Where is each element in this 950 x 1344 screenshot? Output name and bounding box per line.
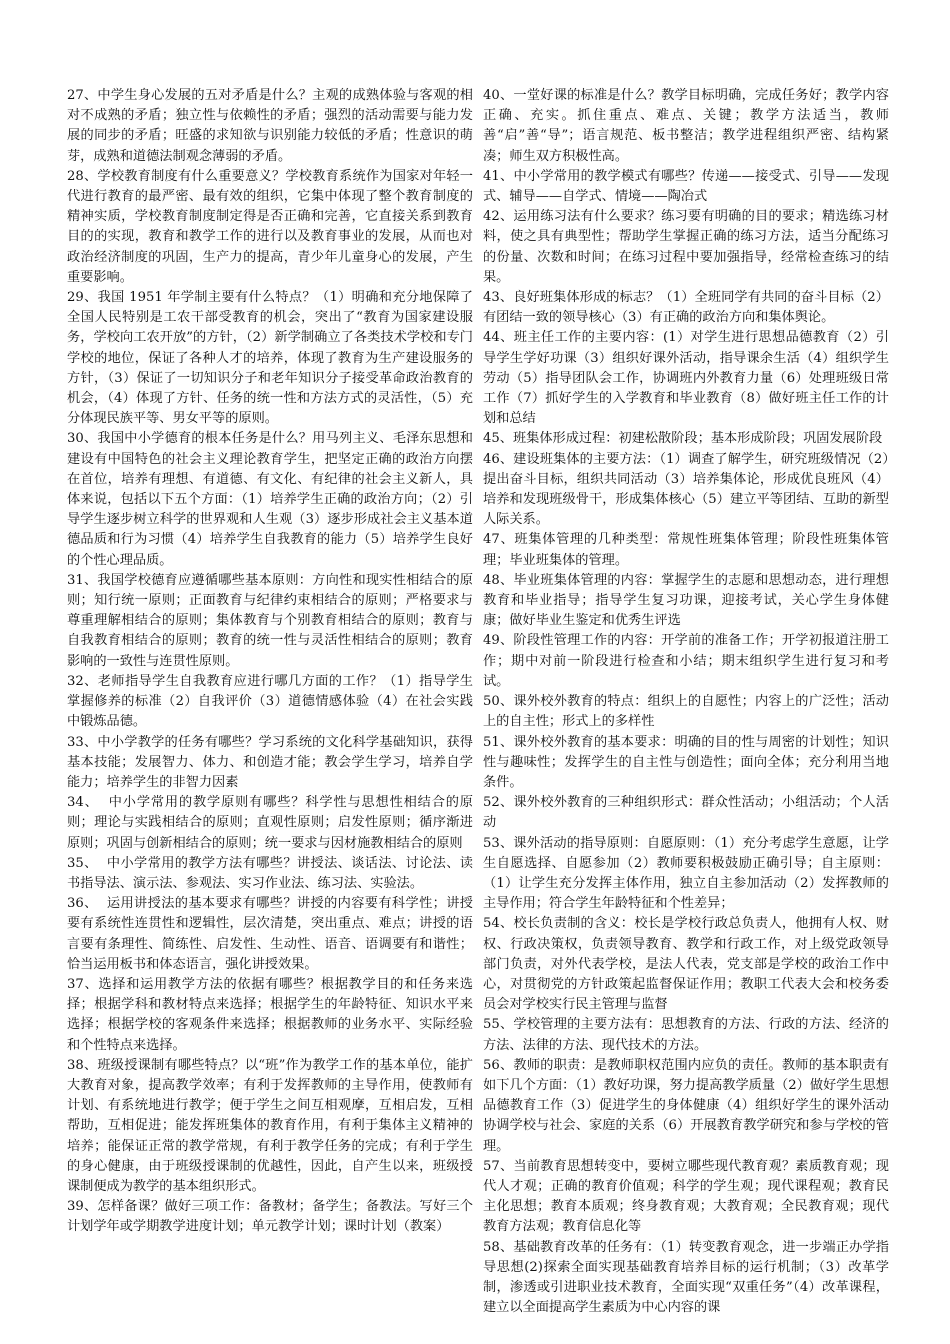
question-31: 31、我国学校德育应遵循哪些基本原则：方向性和现实性相结合的原则；知行统一原则；正面教育与纪律约束相结合的原则；严格要求与尊重理解相结合的原则；集体教育与个别教育相结合的原则；教育与自我教育相结合的原则；教育的统一性与灵活性相结合的原则；教育影响的一致性与连贯性原则。 (67, 572, 473, 669)
question-41: 41、中小学常用的教学模式有哪些？传递——接受式、引导——发现式、辅导——自学式、情境——陶冶式 (483, 168, 889, 205)
question-52: 52、课外校外教育的三种组织形式：群众性活动；小组活动；个人活动 (483, 795, 889, 831)
question-57: 57、当前教育思想转变中，要树立哪些现代教育观？素质教育观；现代人才观；正确的教育价值观；科学的学生观；现代课程观；教育民主化思想；教育本质观；终身教育观；大教育观；全民教育观；现代教育方法观；教育信息化等 (483, 1158, 889, 1235)
question-32: 32、老师指导学生自我教育应进行哪几方面的工作？（1）指导学生掌握修养的标准（2）自我评价（3）道德情感体验（4）在社会实践中锻炼品德。 (67, 673, 473, 730)
question-56: 56、教师的职责：是教师职权范围内应负的责任。教师的基本职责有如下几个方面：（1）教好功课，努力提高教学质量（2）做好学生思想品德教育工作（3）促进学生的身体健康（4）组织好学生的课外活动协调学校与社会、家庭的关系（6）开展教育教学研究和参与学校的管理。 (483, 1057, 889, 1154)
question-43: 43、良好班集体形成的标志？（1）全班同学有共同的奋斗目标（2）有团结一致的领导核心（3）有正确的政治方向和集体舆论。 (483, 290, 889, 326)
question-37: 37、选择和运用教学方法的依据有哪些？根据教学目的和任务来选择；根据学科和教材特点来选择；根据学生的年龄特征、知识水平来选择；根据学校的客观条件来选择；根据教师的业务水平、实际经验和个性特点来选择。 (67, 976, 473, 1053)
question-28: 28、学校教育制度有什么重要意义？学校教育系统作为国家对年轻一代进行教育的最严密、最有效的组织，它集中体现了整个教育制度的精神实质，学校教育制度制定得是否正确和完善，它直接关系到教育目的的实现，教育和教学工作的进行以及教育事业的发展，从而也对政治经济制度的巩固，生产力的提高，青少年儿童身心的发展，产生重要影响。 (67, 168, 473, 285)
question-45: 45、班集体形成过程：初建松散阶段；基本形成阶段；巩固发展阶段 (483, 431, 883, 447)
question-53: 53、课外活动的指导原则：自愿原则：（1）充分考虑学生意愿，让学生自愿选择、自愿参加（2）教师要积极鼓励正确引导；自主原则：（1）让学生充分发挥主体作用，独立自主参加活动（2）发挥教师的主导作用；符合学生年龄特征和个性差异； (483, 835, 889, 912)
question-54: 54、校长负责制的含义：校长是学校行政总负责人，他拥有人权、财权、行政决策权，负责领导教育、教学和行政工作，对上级党政领导部门负责，对外代表学校，是法人代表，党支部是学校的政治工作中心，对贯彻党的方针政策起监督保证作用；教职工代表大会和校务委员会对学校实行民主管理与监督 (483, 916, 889, 1013)
question-42: 42、运用练习法有什么要求？练习要有明确的目的要求；精选练习材料，使之具有典型性；帮助学生掌握正确的练习方法，适当分配练习的份量、次数和时间；在练习过程中要加强指导，经常检查练习的结果。 (483, 209, 889, 285)
question-51: 51、课外校外教育的基本要求：明确的目的性与周密的计划性；知识性与趣味性；发挥学生的自主性与创造性；面向全体；充分利用当地条件。 (483, 734, 889, 790)
question-58: 58、基础教育改革的任务有：（1）转变教育观念，进一步端正办学指导思想(2)探索全面实现基础教育培养目标的运行机制；（3）改革学制，渗透或引进职业技术教育，全面实现“双重任务”（4）改革课程，建立以全面提高学生素质为中心内容的课 (483, 1239, 889, 1316)
question-44: 44、班主任工作的主要内容：(1）对学生进行思想品德教育（2）引导学生学好功课（3）组织好课外活动，指导课余生活（4）组织学生劳动（5）指导团队会工作，协调班内外教育力量（6）处理班级日常工作（7）抓好学生的入学教育和毕业教育（8）做好班主任工作的计划和总结 (483, 330, 889, 427)
question-46: 46、建设班集体的主要方法：（1）调查了解学生，研究班级情况（2）提出奋斗目标，组织共同活动（3）培养集体论，形成优良班风（4）培养和发现班级骨干，形成集体核心（5）建立平等团结、互助的新型人际关系。 (483, 451, 889, 528)
question-29: 29、我国 1951 年学制主要有什么特点？（1）明确和充分地保障了全国人民特别是工农干部受教育的机会，突出了“教育为国家建设服务，学校向工农开放”的方针，（2）新学制确立了各类技术学校和专门学校的地位，保证了各种人才的培养，体现了教育为生产建设服务的方针，（3）保证了一切知识分子和老年知识分子接受革命政治教育的机会，（4）体现了方针、任务的统一性和方法方式的灵活性，（5）充分体现民族平等、男女平等的原则。 (67, 290, 473, 427)
question-55: 55、学校管理的主要方法有：思想教育的方法、行政的方法、经济的方法、法律的方法、现代技术的方法。 (483, 1017, 889, 1053)
right-column (483, 86, 889, 1318)
question-50: 50、课外校外教育的特点：组织上的自愿性；内容上的广泛性；活动上的自主性；形式上的多样性 (483, 694, 889, 730)
question-27: 27、中学生身心发展的五对矛盾是什么？主观的成熟体验与客观的相对不成熟的矛盾；独立性与依赖性的矛盾；强烈的活动需要与能力发展的同步的矛盾；旺盛的求知欲与识别能力较低的矛盾；性意识的萌芽，成熟和道德法制观念薄弱的矛盾。 (67, 88, 473, 164)
question-35: 35、 中小学常用的教学方法有哪些？讲授法、谈话法、讨论法、读书指导法、演示法、参观法、实习作业法、练习法、实验法。 (67, 855, 473, 891)
question-40: 40、一堂好课的标准是什么？教学目标明确，完成任务好；教学内容正确、充实。抓住重点、难点、关键；教学方法适当，教师善“启”善“导”；语言规范、板书整洁；教学进程组织严密、结构紧凑；师生双方积极性高。 (483, 88, 889, 164)
left-column (67, 86, 473, 1238)
question-39: 39、怎样备课？做好三项工作：备教材；备学生；备教法。写好三个计划学年或学期教学进度计划；单元教学计划；课时计划（教案） (67, 1199, 473, 1235)
question-38: 38、班级授课制有哪些特点？以“班”作为教学工作的基本单位，能扩大教育对象，提高教学效率；有利于发挥教师的主导作用，使教师有计划、有系统地进行教学；便于学生之间互相观摩，互相启发，互相帮助，互相促进；能发挥班集体的教育作用，有利于集体主义精神的培养；能保证正常的教学常规，有利于教学任务的完成；有利于学生的身心健康，由于班级授课制的优越性，因此，自产生以来，班级授课制便成为教学的基本组织形式。 (67, 1057, 473, 1194)
question-36: 36、 运用讲授法的基本要求有哪些？讲授的内容要有科学性；讲授要有系统性连贯性和逻辑性，层次清楚，突出重点、难点；讲授的语言要有条理性、简练性、启发性、生动性、语音、语调要有和谐性；恰当运用板书和体态语言，强化讲授效果。 (67, 896, 473, 972)
question-48: 48、毕业班集体管理的内容：掌握学生的志愿和思想动态，进行理想教育和毕业指导；指导学生复习功课，迎接考试，关心学生身体健康；做好毕业生鉴定和优秀生评选 (483, 572, 889, 629)
question-33: 33、中小学教学的任务有哪些？学习系统的文化科学基础知识，获得基本技能；发展智力、体力、和创造才能；教会学生学习，培养自学能力；培养学生的非智力因素 (67, 734, 473, 790)
question-34: 34、 中小学常用的教学原则有哪些？科学性与思想性相结合的原则；理论与实践相结合的原则；直观性原则；启发性原则；循序渐进原则；巩固与创新相结合的原则；统一要求与因材施教相结合的原则 (67, 795, 473, 851)
question-30: 30、我国中小学德育的根本任务是什么？用马列主义、毛泽东思想和建设有中国特色的社会主义理论教育学生，把坚定正确的政治方向摆在首位，培养有理想、有道德、有文化、有纪律的社会主义新人，具体来说，包括以下五个方面：（1）培养学生正确的政治方向；（2）引导学生逐步树立科学的世界观和人生观（3）逐步形成社会主义基本道德品质和行为习惯（4）培养学生自我教育的能力（5）培养学生良好的个性心理品质。 (67, 431, 473, 568)
question-47: 47、班集体管理的几种类型：常规性班集体管理；阶段性班集体管理；毕业班集体的管理。 (483, 532, 889, 568)
question-49: 49、阶段性管理工作的内容：开学前的准备工作；开学初报道注册工作；期中对前一阶段进行检查和小结；期末组织学生进行复习和考试。 (483, 633, 889, 689)
